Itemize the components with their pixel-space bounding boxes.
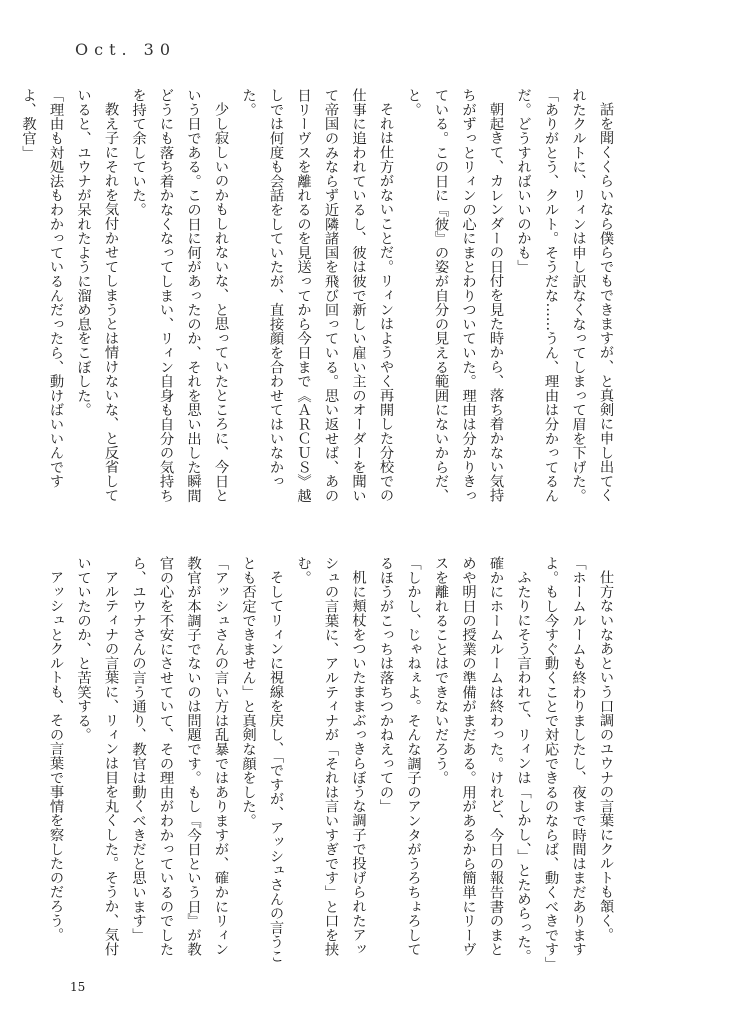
- paragraph: 話を聞くくらいなら僕らでもできますが、と真剣に申し出てくれたクルトに、リィンは申し訳なくなってしまって眉を下げた。: [570, 88, 614, 503]
- lower-text-block: [48, 556, 619, 971]
- paragraph: 仕方ないなあという口調のユウナの言葉にクルトも頷く。: [598, 570, 614, 943]
- paragraph: 朝起きて、カレンダーの日付を見た時から、落ち着かない気持ちがずっとリィンの心にまとわりついていた。理由は分かりきっている。この日に『彼』の姿が自分の見える範囲にないからだ、と。: [405, 88, 504, 503]
- dialogue-line: 「理由も対処法もわかっているんだったら、動けばいいんですよ、教官」: [20, 88, 64, 489]
- paragraph: 教え子にそれを気付かせてしまうとは情けないな、と反省していると、ユウナが呆れたように溜め息をこぼした。: [75, 88, 119, 503]
- dialogue-line: 「ありがとう、クルト。そうだな……うん、理由は分かってるんだ。どうすればいいのかも」: [515, 88, 559, 503]
- paragraph: 少し寂しいのかもしれないな、と思っていたところに、今日という日である。この日に何があったのか、それを思い出した瞬間どうにも落ち着かなくなってしまい、リィン自身も自分の気持ちを持て余していた。: [130, 88, 229, 503]
- paragraph: そしてリィンに視線を戻し、「ですが、アッシュさんの言うことも否定できません」と真剣な顔をした。: [240, 556, 284, 964]
- paragraph: アルティナの言葉に、リィンは目を丸くした。そうか、気付いていたのか、と苦笑する。: [75, 556, 119, 957]
- paragraph: アッシュとクルトも、その言葉で事情を察したのだろう。: [48, 570, 64, 943]
- page-header-date: Oct. 30: [75, 40, 177, 59]
- dialogue-line: 「しかし、じゃねぇよ。そんな調子のアンタがうろちょろしてるほうがこっちは落ちつかねえっての」: [378, 556, 422, 957]
- upper-text-block: [20, 88, 619, 516]
- dialogue-line: 「ホームルームも終わりましたし、夜まで時間はまだありますよ。もし今すぐ動くことで対応できるのならば、動くべきです」: [543, 556, 587, 971]
- page-number: 15: [70, 980, 86, 994]
- dialogue-line: 「アッシュさんの言い方は乱暴ではありますが、確かにリィン教官が本調子でないのは問題です。もし『今日という日』が教官の心を不安にさせていて、その理由がわかっているのでしたら、ユウナさんの言う通り、教官は動くべきだと思います」: [130, 556, 229, 957]
- paragraph: それは仕方がないことだ。リィンはようやく再開した分校での仕事に追われているし、彼は彼で新しい雇い主のオーダーを聞いて帝国のみならず近隣諸国を飛び回っている。思い返せば、あの日リーヴスを離れるのを見送ってから今日まで《ＡＲＣＵＳ》越しでは何度も会話をしていたが、直接顔を合わせてはいなかった。: [240, 88, 394, 503]
- paragraph: ふたりにそう言われて、リィンは「しかし、」とためらった。確かにホームルームは終わった。けれど、今日の報告書のまとめや明日の授業の準備がまだある。用があるから簡単にリーヴスを離れることはできないだろう。: [433, 556, 532, 964]
- paragraph: 机に頬杖をついたままぶっきらぼうな調子で投げられたアッシュの言葉に、アルティナが「それは言いすぎです」と口を挟む。: [295, 556, 367, 957]
